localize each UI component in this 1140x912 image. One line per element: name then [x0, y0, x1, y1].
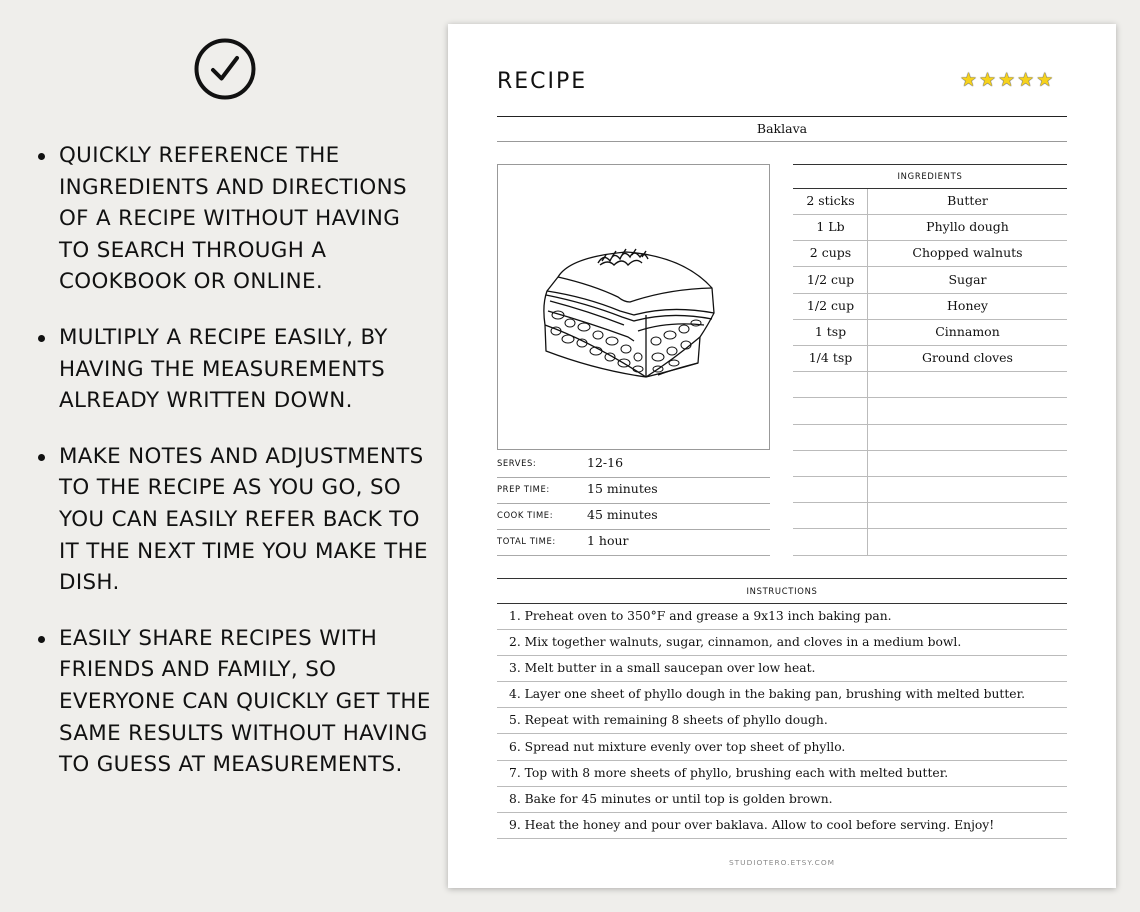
ingredient-name: Butter — [947, 193, 988, 208]
info-row-total-time — [497, 530, 770, 556]
instruction-step: 3. Melt butter in a small saucepan over low heat. — [497, 656, 1067, 682]
info-value: 15 minutes — [587, 481, 658, 496]
instruction-step: 7. Top with 8 more sheets of phyllo, brushing each with melted butter. — [497, 761, 1067, 787]
instruction-step: 9. Heat the honey and pour over baklava. Allow to cool before serving. Enjoy! — [497, 813, 1067, 839]
ingredient-row — [793, 477, 1067, 503]
info-label: PREP TIME: — [497, 484, 550, 494]
benefit-item: MAKE NOTES AND ADJUSTMENTS TO THE RECIPE AS YOU GO, SO YOU CAN EASILY REFER BACK TO IT THE NEXT TIME YOU MAKE THE DISH. — [32, 441, 437, 599]
baklava-illustration — [498, 165, 769, 449]
recipe-name: Baklava — [756, 121, 808, 136]
ingredient-name: Honey — [947, 297, 988, 313]
divider — [497, 141, 1067, 142]
divider — [497, 116, 1067, 117]
ingredient-row — [793, 241, 1067, 267]
ingredient-name: Ground cloves — [922, 350, 1013, 366]
benefit-item: EASILY SHARE RECIPES WITH FRIENDS AND FAMILY, SO EVERYONE CAN QUICKLY GET THE SAME RESULTS WITHOUT HAVING TO GUESS AT MEASUREMENTS. — [32, 623, 437, 781]
ingredient-quantity: 1 tsp — [814, 324, 847, 339]
recipe-sheet — [448, 24, 1116, 888]
instruction-step: 1. Preheat oven to 350°F and grease a 9x13 inch baking pan. — [497, 604, 1067, 630]
checkmark-circle-icon — [194, 38, 256, 100]
benefit-item: MULTIPLY A RECIPE EASILY, BY HAVING THE MEASUREMENTS ALREADY WRITTEN DOWN. — [32, 322, 437, 417]
info-row-prep-time — [497, 478, 770, 504]
ingredient-row — [793, 451, 1067, 477]
ingredient-row — [793, 320, 1067, 346]
star-rating — [960, 70, 1053, 90]
ingredient-name: Sugar — [948, 271, 987, 287]
ingredient-row — [793, 294, 1067, 320]
info-row-serves — [497, 452, 770, 478]
info-value: 1 hour — [587, 533, 629, 548]
info-value: 45 minutes — [587, 507, 658, 522]
info-label: SERVES: — [497, 458, 537, 468]
info-row-cook-time — [497, 504, 770, 530]
ingredient-name: Cinnamon — [935, 324, 1000, 339]
footer-credit: STUDIOTERO.ETSY.COM — [728, 858, 836, 867]
star-icon: ★ — [1036, 69, 1054, 91]
info-label: COOK TIME: — [497, 510, 554, 520]
instruction-step: 5. Repeat with remaining 8 sheets of phyllo dough. — [497, 708, 1067, 734]
ingredients-heading: INGREDIENTS — [793, 164, 1067, 189]
instructions-heading: INSTRUCTIONS — [497, 578, 1067, 604]
ingredient-row — [793, 268, 1067, 294]
ingredient-name: Phyllo dough — [926, 219, 1009, 235]
star-icon: ★ — [1017, 69, 1035, 91]
instruction-step: 4. Layer one sheet of phyllo dough in the baking pan, brushing with melted butter. — [497, 682, 1067, 708]
ingredient-quantity: 1/4 tsp — [808, 350, 853, 366]
ingredient-name: Chopped walnuts — [912, 245, 1023, 261]
info-label: TOTAL TIME: — [497, 536, 556, 546]
sheet-title: RECIPE — [497, 69, 588, 94]
star-icon: ★ — [979, 69, 997, 91]
ingredient-row — [793, 530, 1067, 556]
ingredient-row — [793, 346, 1067, 372]
ingredient-row — [793, 425, 1067, 451]
ingredients-column-divider — [867, 189, 868, 556]
info-value: 12-16 — [587, 455, 624, 470]
star-icon: ★ — [960, 69, 978, 91]
ingredient-row — [793, 215, 1067, 241]
ingredient-quantity: 1/2 cup — [806, 271, 855, 287]
instruction-step: 8. Bake for 45 minutes or until top is golden brown. — [497, 787, 1067, 813]
recipe-photo-frame — [497, 164, 770, 450]
ingredient-quantity: 2 sticks — [806, 193, 855, 208]
instruction-step: 2. Mix together walnuts, sugar, cinnamon, and cloves in a medium bowl. — [497, 630, 1067, 656]
ingredient-quantity: 1 Lb — [816, 219, 845, 235]
ingredient-row — [793, 372, 1067, 398]
ingredient-row — [793, 503, 1067, 529]
benefit-list — [32, 140, 437, 805]
benefit-item: QUICKLY REFERENCE THE INGREDIENTS AND DIRECTIONS OF A RECIPE WITHOUT HAVING TO SEARCH THROUGH A COOKBOOK OR ONLINE. — [32, 140, 437, 298]
ingredient-row — [793, 399, 1067, 425]
ingredient-row — [793, 189, 1067, 215]
ingredient-quantity: 2 cups — [809, 245, 852, 261]
instruction-step: 6. Spread nut mixture evenly over top sheet of phyllo. — [497, 735, 1067, 761]
star-icon: ★ — [998, 69, 1016, 91]
ingredient-quantity: 1/2 cup — [806, 297, 855, 313]
